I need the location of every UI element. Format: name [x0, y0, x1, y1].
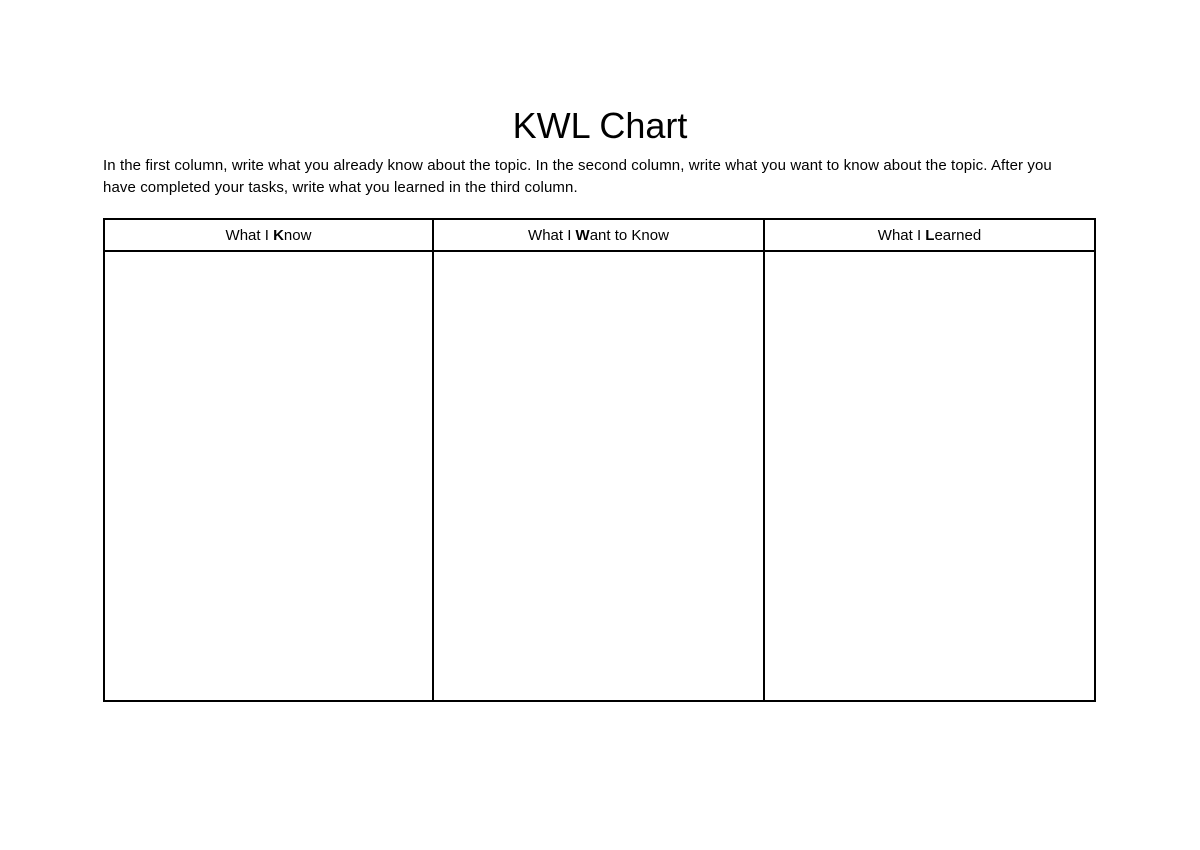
instructions-text: [103, 155, 1098, 198]
page-title: KWL Chart: [512, 105, 688, 146]
column-header-learned: What I Learned: [764, 219, 1095, 251]
column-header-want-to-know: What I Want to Know: [433, 219, 764, 251]
kwl-table: [103, 218, 1096, 702]
key-letter-l: L: [925, 226, 935, 244]
kwl-header-row: [104, 219, 1095, 251]
instructions-line-1: In the first column, write what you already know about the topic. In the second column, write what you want to know about the topic. After you: [103, 157, 1052, 174]
kwl-body-row: [104, 251, 1095, 701]
know-writing-area[interactable]: [104, 251, 433, 701]
column-header-know: What I Know: [104, 219, 433, 251]
key-letter-w: W: [575, 226, 590, 244]
want-to-know-writing-area[interactable]: [433, 251, 764, 701]
learned-writing-area[interactable]: [764, 251, 1095, 701]
instructions-line-2: have completed your tasks, write what you learned in the third column.: [103, 178, 578, 196]
key-letter-k: K: [273, 226, 284, 244]
